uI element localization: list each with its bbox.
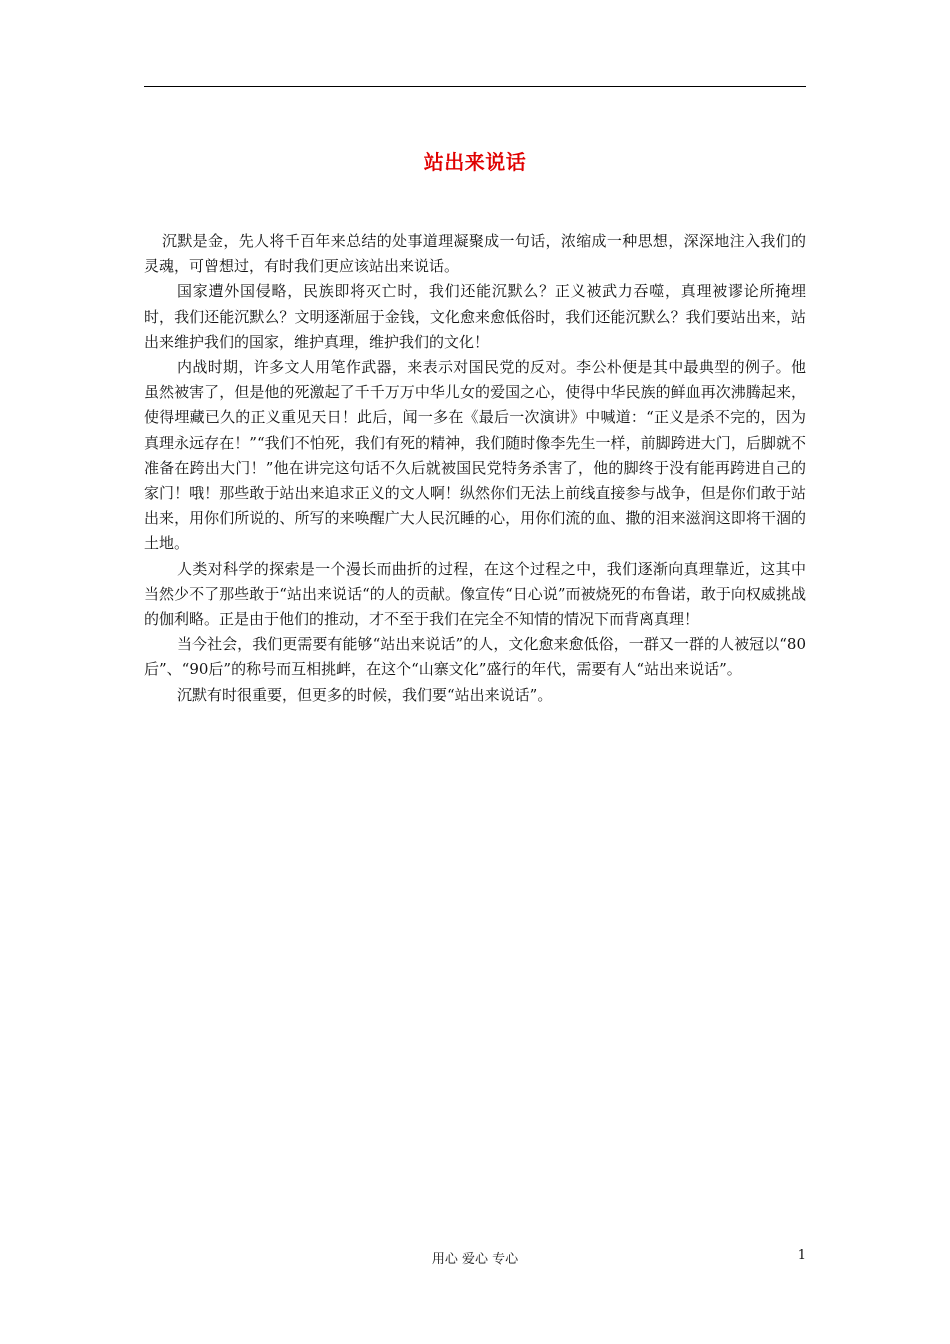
paragraph: 当今社会，我们更需要有能够“站出来说话”的人，文化愈来愈低俗，一群又一群的人被冠以“80后”、“90后”的称号而互相挑衅，在这个“山寨文化”盛行的年代，需要有人“站出来说话”。 <box>144 635 806 679</box>
header-rule <box>144 86 806 87</box>
paragraph: 沉默是金，先人将千百年来总结的处事道理凝聚成一句话，浓缩成一种思想，深深地注入我们的灵魂，可曾想过，有时我们更应该站出来说话。 <box>144 232 806 276</box>
page-number: 1 <box>797 1248 806 1263</box>
document-body <box>144 229 806 708</box>
paragraph: 人类对科学的探索是一个漫长而曲折的过程，在这个过程之中，我们逐渐向真理靠近，这其中当然少不了那些敢于“站出来说话“的人的贡献。像宣传“日心说”而被烧死的布鲁诺，敢于向权威挑战的伽利略。正是由于他们的推动，才不至于我们在完全不知情的情况下而背离真理！ <box>144 559 806 629</box>
document-title: 站出来说话 <box>423 150 527 174</box>
paragraph: 沉默有时很重要，但更多的时候，我们要“站出来说话”。 <box>177 685 553 704</box>
footer-motto: 用心 爱心 专心 <box>431 1252 519 1267</box>
paragraph: 国家遭外国侵略，民族即将灭亡时，我们还能沉默么？正义被武力吞噬，真理被谬论所掩埋时，我们还能沉默么？文明逐渐屈于金钱，文化愈来愈低俗时，我们还能沉默么？我们要站出来，站出来维护我们的国家，维护真理，维护我们的文化！ <box>144 282 806 351</box>
paragraph: 内战时期，许多文人用笔作武器，来表示对国民党的反对。李公朴便是其中最典型的例子。他虽然被害了，但是他的死激起了千千万万中华儿女的爱国之心，使得中华民族的鲜血再次沸腾起来，使得埋藏已久的正义重见天日！此后，闻一多在《最后一次演讲》中喊道：“正义是杀不完的，因为真理永远存在！”“我们不怕死，我们有死的精神，我们随时像李先生一样，前脚跨进大门，后脚就不准备在跨出大门！”他在讲完这句话不久后就被国民党特务杀害了，他的脚终于没有能再跨进自己的家门！哦！那些敢于站出来追求正义的文人啊！纵然你们无法上前线直接参与战争，但是你们敢于站出来，用你们所说的、所写的来唤醒广大人民沉睡的心，用你们流的血、撒的泪来滋润这即将干涸的土地。 <box>144 358 806 553</box>
